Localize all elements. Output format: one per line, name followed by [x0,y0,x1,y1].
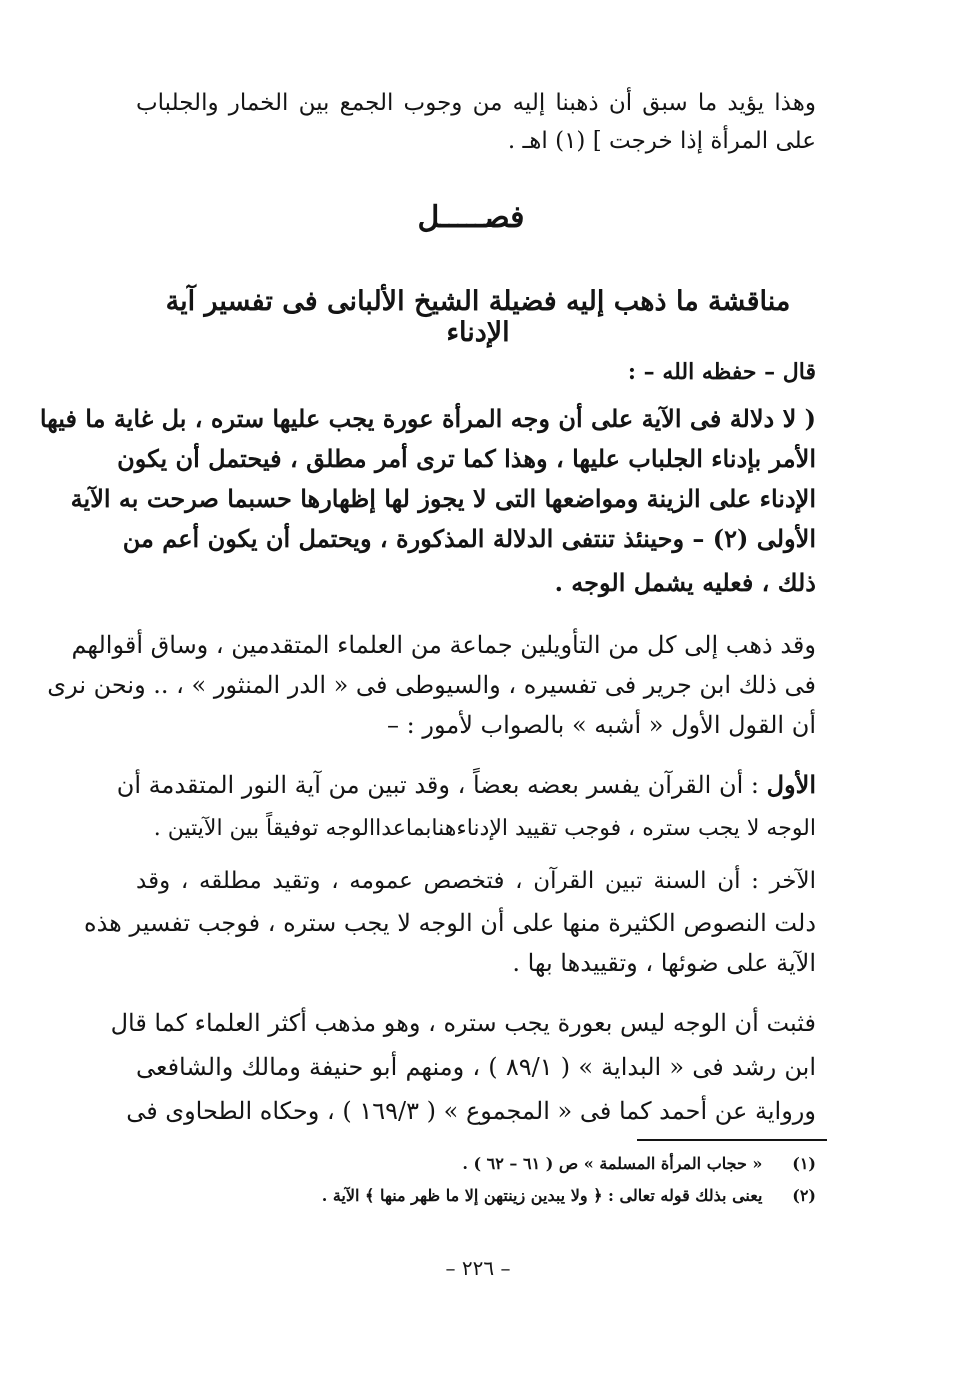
point-first-line-2: الوجه لا يجب ستره ، فوجب تقييد الإدناءهنابماعداالوجه توفيقاً بين الآيتين . [153,816,816,841]
paragraph-1-line-1: وقد ذهب إلى كل من التأويلين جماعة من العلماء المتقدمين ، وساق أقوالهم [71,631,816,659]
section-title: مناقشة ما ذهب إليه فضيلة الشيخ الألبانى فى تفسير آية الإدناء [165,286,791,348]
quote-line-3: الإدناء على الزينة ومواضعها التى لا يجوز لها إظهارها حسبما صرحت به الآية [70,484,816,513]
quote-line-1: ( لا دلالة فى الآية على أن وجه المرأة عورة يجب عليها ستره ، بل غاية ما فيها [39,404,816,433]
point-first-text: : أن القرآن يفسر بعضه بعضاً ، وقد تبين من آية النور المتقدمة أن [116,771,759,799]
point-other-line-3: الآية على ضوئها ، وتقييدها بها . [512,949,816,977]
paragraph-1-line-3: أن القول الأول « أشبه » بالصواب لأمور : – [387,711,816,739]
footnote-1 [136,1152,816,1176]
paragraph-1-line-2: فى ذلك ابن جرير فى تفسيره ، والسيوطى فى « الدر المنثور » ، .. ونحن نرى [47,671,816,699]
section-heading [0,200,956,235]
quote-line-2: الأمر بإدناء الجلباب عليها ، وهذا كما ترى أمر مطلق ، فيحتمل أن يكون [117,444,816,473]
footnote-2 [136,1184,816,1208]
page-number: – ٢٢٦ – [445,1256,511,1280]
intro-line-1: وهذا يؤيد ما سبق أن ذهبنا إليه من وجوب الجمع بين الخمار والجلباب [136,90,816,116]
footnote-2-number: (٢) [792,1186,816,1205]
footnote-1-text: « حجاب المرأة المسلمة » ص ( ٦١ – ٦٢ ) . [462,1154,763,1173]
section-heading-text: فصـــــل [411,200,530,235]
footnote-2-text: يعنى بذلك قوله تعالى : ﴿ ولا يبدين زينتهن إلا ما ظهر منها ﴾ الآية . [321,1186,763,1205]
paragraph-2-line-2: ابن رشد فى « البداية » ( ٨٩/١ ) ، ومنهم أبو حنيفة ومالك والشافعى [136,1053,817,1081]
point-other-line-2: دلت النصوص الكثيرة منها على أن الوجه لا يجب ستره ، فوجب تفسير هذه [84,909,816,937]
footnote-1-number: (١) [792,1154,816,1173]
footnote-separator [637,1139,827,1141]
quote-intro: قال – حفظه الله – : [627,359,816,385]
point-first-line-1 [116,768,816,802]
quote-line-4: الأولى (٢) – وحينئذ تنتفى الدلالة المذكورة ، ويحتمل أن يكون أعم من [122,524,816,553]
intro-line-2: على المرأة إذا خرجت ] (١) اهـ . [507,128,816,154]
paragraph-2-line-1: فثبت أن الوجه ليس بعورة يجب ستره ، وهو مذهب أكثر العلماء كما قال [110,1009,816,1037]
quote-line-5: ذلك ، فعليه يشمل الوجه . [554,568,816,597]
point-first-label: الأول [766,770,816,799]
paragraph-2-line-3: ورواية عن أحمد كما فى « المجموع » ( ١٦٩/٣ ) ، وحكاه الطحاوى فى [126,1097,816,1125]
point-other-line-1: الآخر : أن السنة تبين القرآن ، فتخصص عمومه ، وتقيد مطلقه ، وقد [136,868,816,894]
